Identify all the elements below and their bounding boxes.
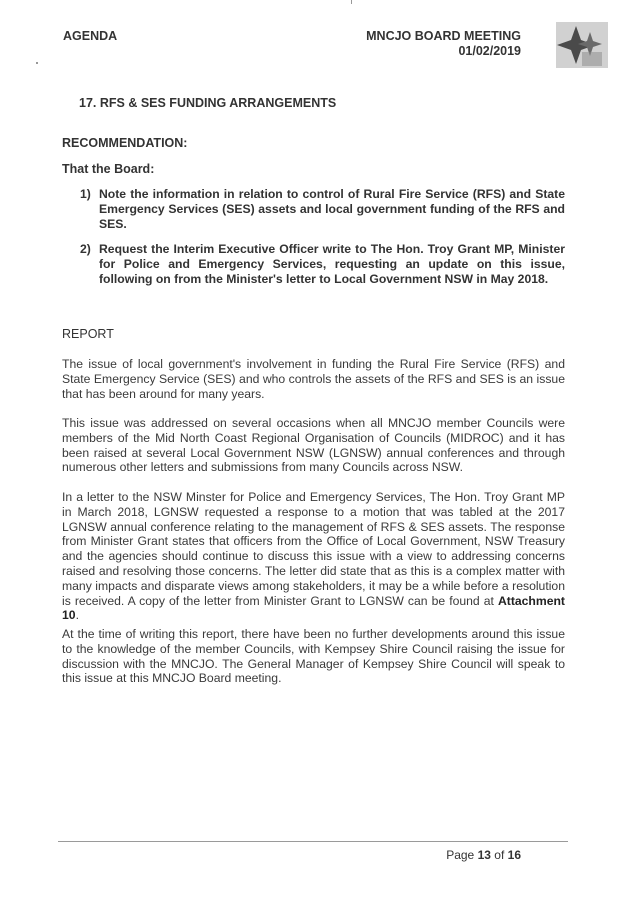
recommendation-intro: That the Board: <box>62 162 155 176</box>
paragraph-text: In a letter to the NSW Minster for Police and Emergency Services, The Hon. Troy Grant MP in March 2018, LGNSW requested a response to a motion that was tabled at the 2017 LGNSW annual conference relating to the management of RFS & SES assets. The response from Minister Grant states that officers from the Office of Local Government, NSW Treasury and the agencies should continue to discuss this issue with a view to addressing concerns raised and resolving those concerns. The letter did state that as this is a complex matter with many impacts and disparate views among stakeholders, it may be a while before a resolution is received. A copy of the letter from Minister Grant to LGNSW can be found at <box>62 490 565 608</box>
attachment-reference: Attachment 10 <box>62 593 565 623</box>
meeting-date: 01/02/2019 <box>458 44 521 58</box>
meeting-title: MNCJO BOARD MEETING <box>366 29 521 43</box>
page-word: Page <box>446 848 475 862</box>
recommendation-item <box>80 187 565 232</box>
agenda-label: AGENDA <box>63 29 118 43</box>
recommendation-item <box>80 242 565 287</box>
meeting-header <box>366 29 521 59</box>
scan-mark <box>351 0 352 4</box>
section-title: 17. RFS & SES FUNDING ARRANGEMENTS <box>79 96 337 110</box>
item-text: Request the Interim Executive Officer write to The Hon. Troy Grant MP, Minister for Police and Emergency Services, requesting an update on this issue, following on from the Minister's letter to Local Government NSW in May 2018. <box>99 242 565 286</box>
report-paragraph: At the time of writing this report, there have been no further developments around this issue to the knowledge of the member Councils, with Kempsey Shire Council raising the issue for discussion with the MNCJO. The General Manager of Kempsey Shire Council will speak to this issue at this MNCJO Board meeting. <box>62 627 565 686</box>
report-paragraph: This issue was addressed on several occasions when all MNCJO member Councils were members of the Mid North Coast Regional Organisation of Councils (MIDROC) and it has been raised at several Local Government NSW (LGNSW) annual conferences and through numerous other letters and submissions from many Councils across NSW. <box>62 416 565 475</box>
current-page: 13 <box>477 848 491 862</box>
diamond-star-logo-icon <box>556 22 608 68</box>
scan-dot <box>36 62 38 64</box>
page-number <box>446 848 521 862</box>
item-text: Note the information in relation to control of Rural Fire Service (RFS) and State Emergency Services (SES) assets and local government funding of the RFS and SES. <box>99 187 565 231</box>
of-word: of <box>494 848 505 862</box>
paragraph-end: . <box>75 608 79 623</box>
report-paragraph <box>62 490 565 623</box>
footer-divider <box>58 841 568 842</box>
report-heading: REPORT <box>62 327 114 341</box>
item-number: 1) <box>80 187 91 201</box>
recommendation-heading: RECOMMENDATION: <box>62 136 188 150</box>
item-number: 2) <box>80 242 91 256</box>
total-pages: 16 <box>507 848 521 862</box>
report-paragraph: The issue of local government's involvement in funding the Rural Fire Service (RFS) and State Emergency Service (SES) and who controls the assets of the RFS and SES is an issue that has been around for many years. <box>62 357 565 401</box>
